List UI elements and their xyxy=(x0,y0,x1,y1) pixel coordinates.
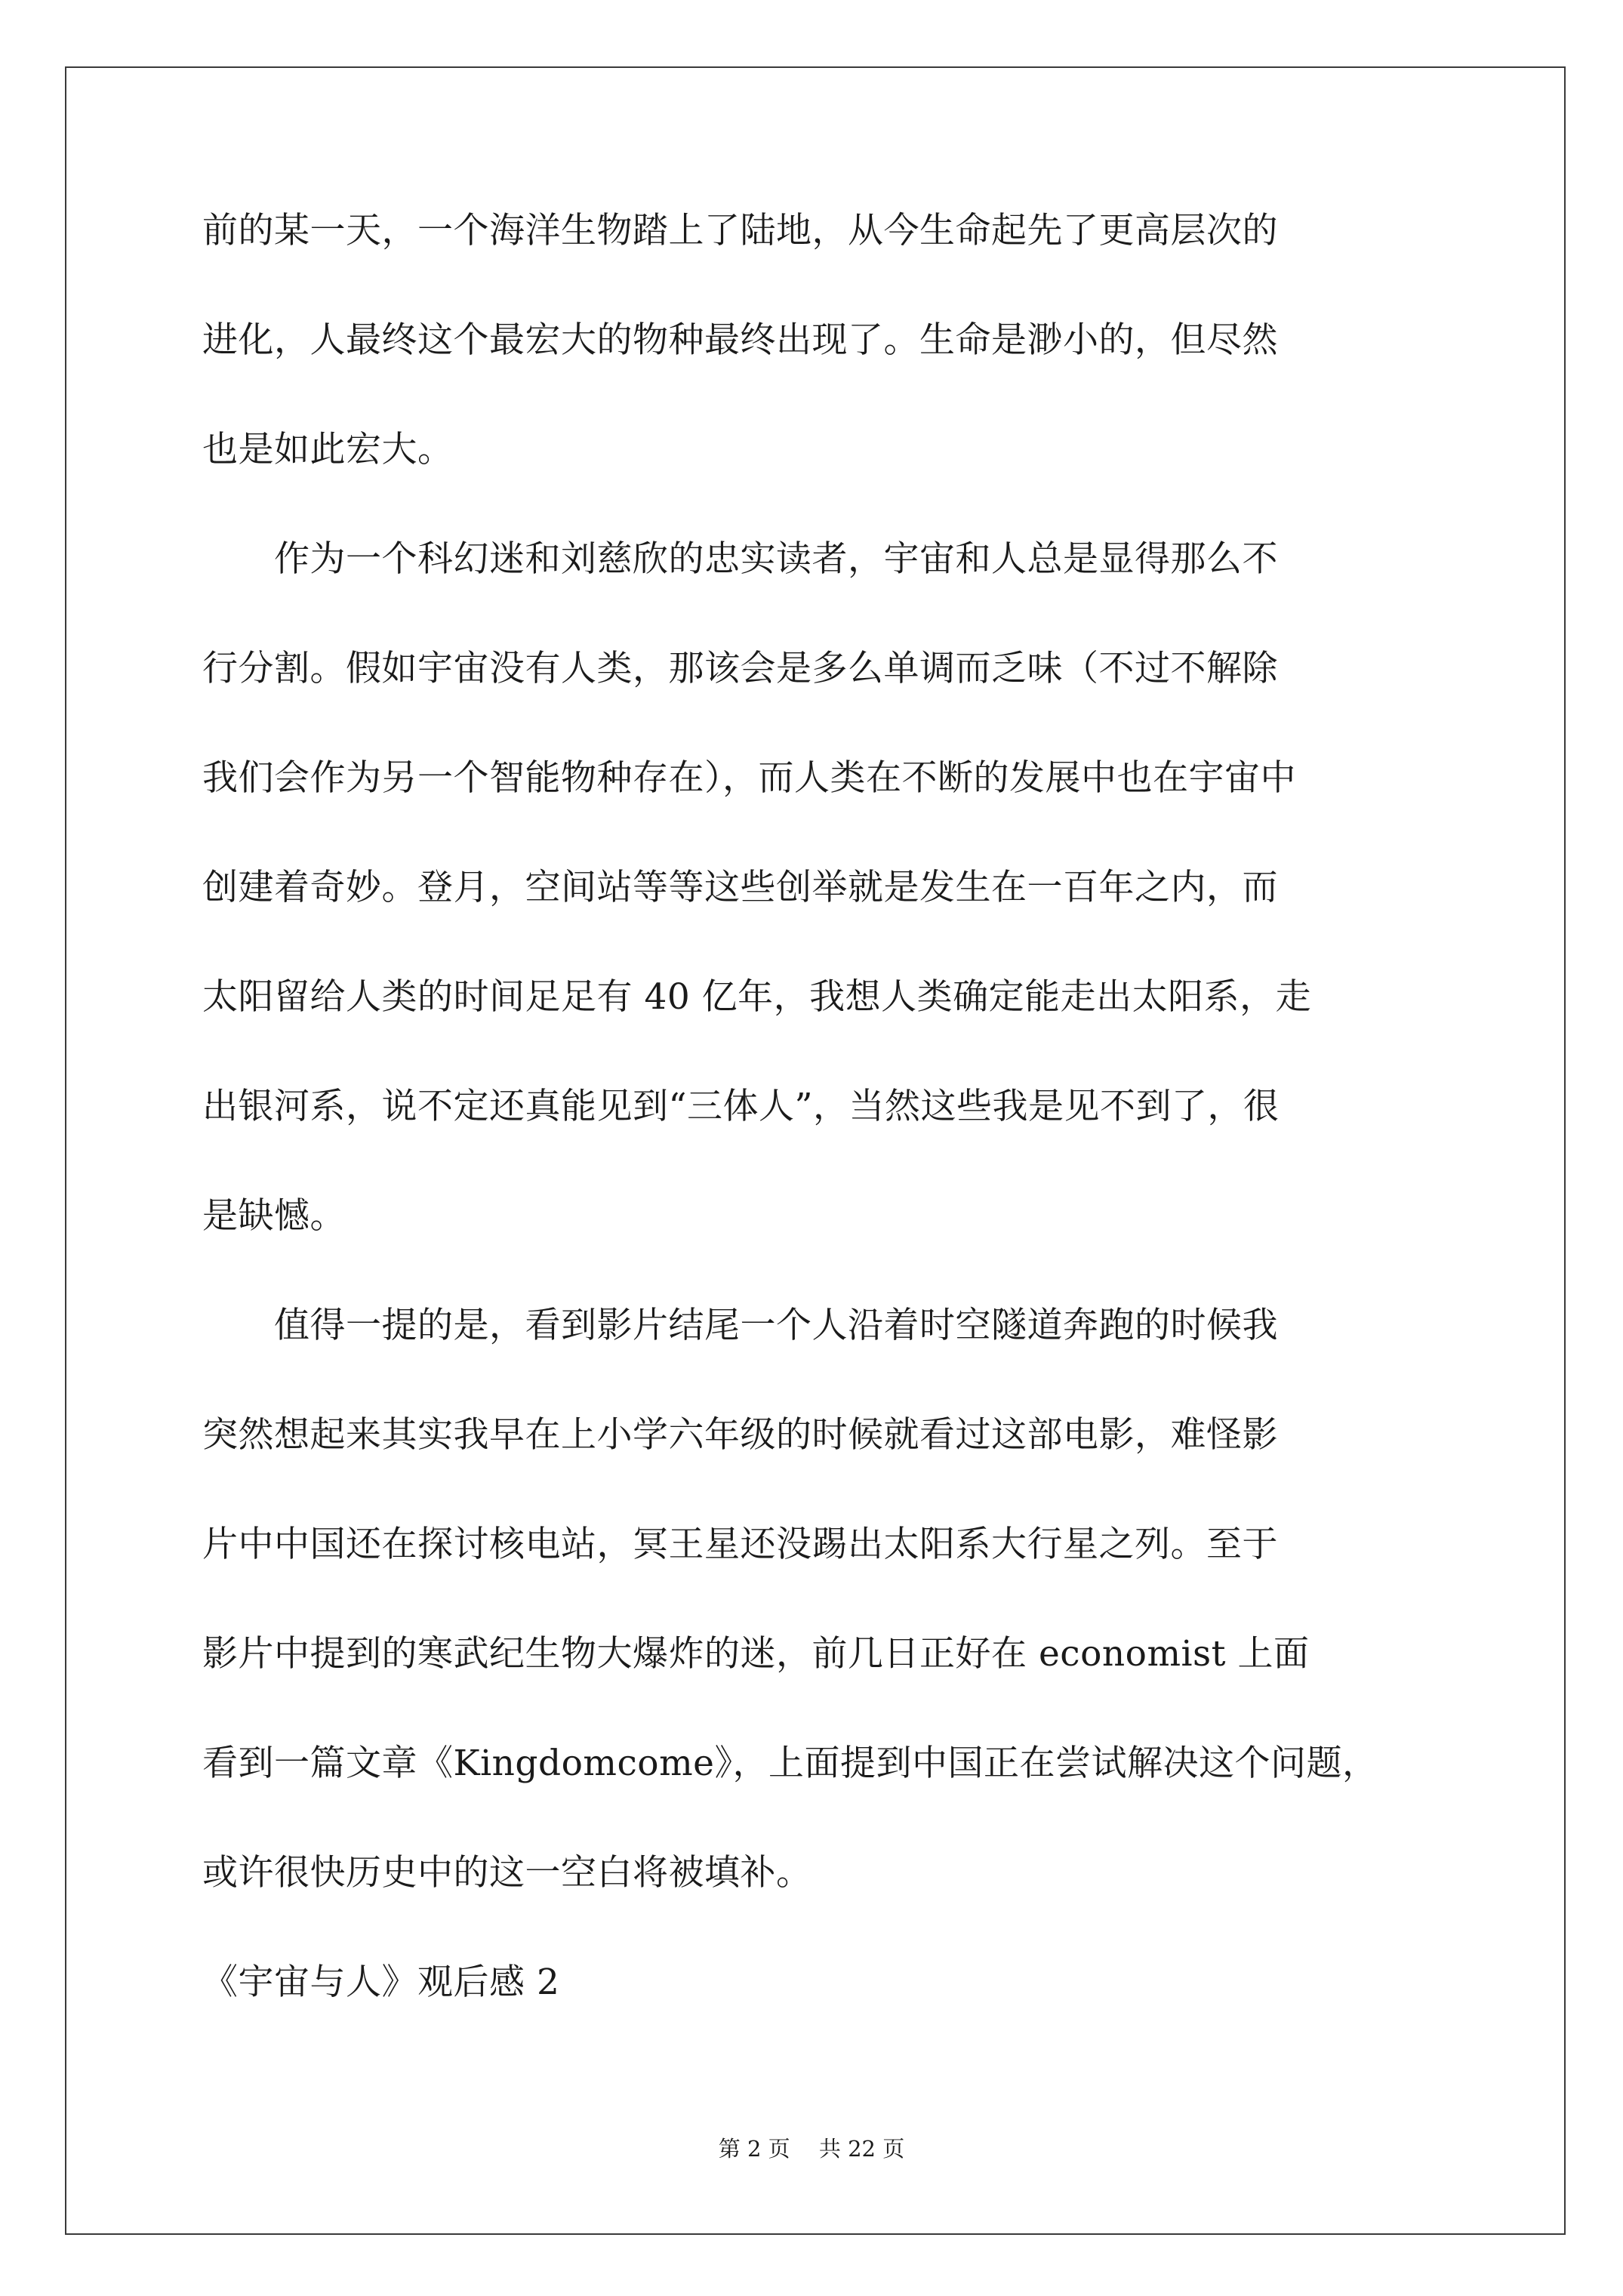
body-line: 影片中提到的寒武纪生物大爆炸的迷，前几日正好在 economist 上面 xyxy=(202,1633,1310,1675)
body-line: 出银河系，说不定还真能见到“三体人”，当然这些我是见不到了，很 xyxy=(202,1086,1280,1127)
body-line: 我们会作为另一个智能物种存在），而人类在不断的发展中也在宇宙中 xyxy=(202,757,1296,799)
page-footer: 第 2 页 共 22 页 xyxy=(718,2136,905,2162)
page-border xyxy=(65,66,1566,2235)
body-line: 看到一篇文章《Kingdomcome》，上面提到中国正在尝试解决这个问题， xyxy=(202,1743,1378,1784)
section-heading: 《宇宙与人》观后感 2 xyxy=(202,1962,560,2003)
body-line: 值得一提的是，看到影片结尾一个人沿着时空隧道奔跑的时候我 xyxy=(202,1305,1278,1346)
body-line: 也是如此宏大。 xyxy=(202,429,454,470)
body-line: 行分割。假如宇宙没有人类，那该会是多么单调而乏味（不过不解除 xyxy=(202,648,1278,689)
body-line: 进化，人最终这个最宏大的物种最终出现了。生命是渺小的，但尽然 xyxy=(202,319,1278,361)
body-line: 太阳留给人类的时间足足有 40 亿年，我想人类确定能走出太阳系，走 xyxy=(202,976,1312,1018)
body-line: 作为一个科幻迷和刘慈欣的忠实读者，宇宙和人总是显得那么不 xyxy=(202,538,1278,580)
body-line: 是缺憾。 xyxy=(202,1195,346,1237)
body-line: 前的某一天，一个海洋生物踏上了陆地，从今生命起先了更高层次的 xyxy=(202,210,1278,251)
body-line: 创建着奇妙。登月，空间站等等这些创举就是发生在一百年之内，而 xyxy=(202,867,1278,908)
body-line: 突然想起来其实我早在上小学六年级的时候就看过这部电影，难怪影 xyxy=(202,1414,1278,1456)
body-line: 或许很快历史中的这一空白将被填补。 xyxy=(202,1852,812,1894)
body-line: 片中中国还在探讨核电站，冥王星还没踢出太阳系大行星之列。至于 xyxy=(202,1524,1278,1565)
